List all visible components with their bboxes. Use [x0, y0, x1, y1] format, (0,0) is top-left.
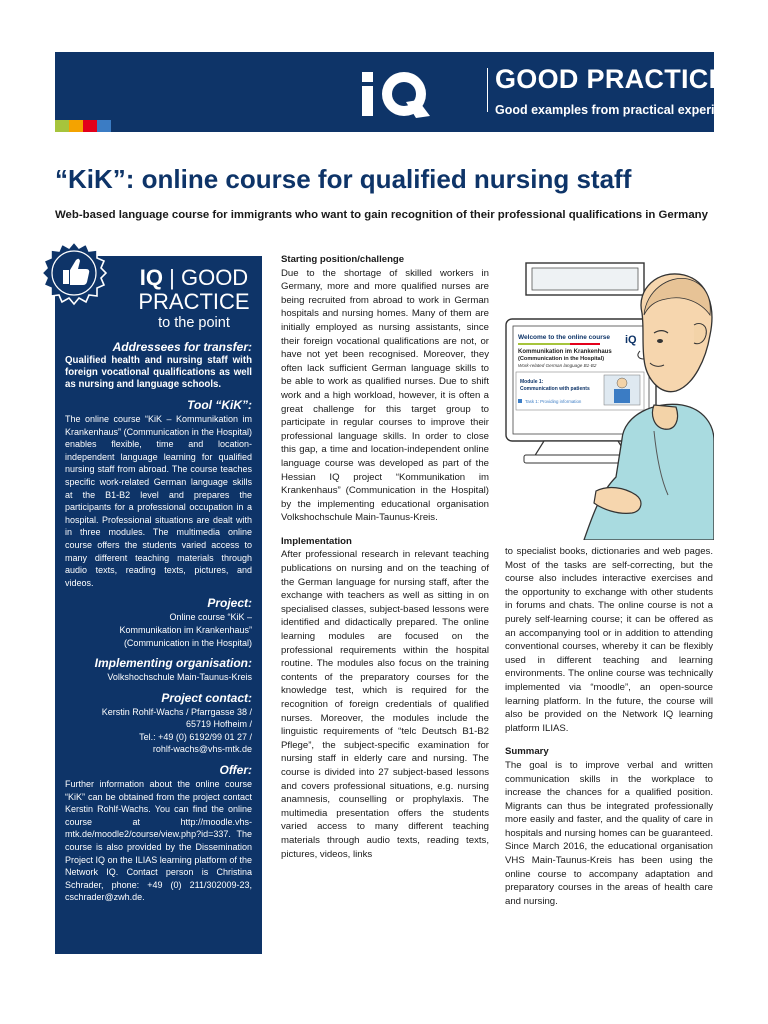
screen-module-name: Communication with patients — [520, 386, 590, 392]
picture-frame — [526, 263, 644, 295]
addressees-heading: Addressees for transfer: — [112, 340, 252, 354]
screen-module: Module 1: — [520, 379, 544, 385]
contact-line-1: Kerstin Rohlf-Wachs / Pfarrgasse 38 / — [101, 706, 252, 717]
logo-practice-text: PRACTICE — [138, 289, 250, 314]
color-stripe-red — [83, 120, 97, 132]
column-middle — [281, 253, 489, 861]
project-line-3: (Communication in the Hospital) — [123, 637, 252, 648]
color-stripe-blue — [97, 120, 111, 132]
heading-starting-position: Starting position/challenge — [281, 254, 405, 265]
offer-heading: Offer: — [219, 763, 252, 778]
screen-stripe — [518, 343, 570, 345]
page-title: “KiK”: online course for qualified nursing staff — [55, 164, 632, 194]
screen-level: Work-related German language B1-B2 — [518, 363, 597, 368]
org-text: Volkshochschule Main-Taunus-Kreis — [107, 672, 252, 683]
text-starting-position: Due to the shortage of skilled workers in Germany, more and more qualified nurses are being recruited from abroad to work in German hospitals and nursing homes. Many of them are initially employed as nursing assistants, since their foreign vocational qualifications are not, or have not yet been recognised. Moreover, they often lack sufficient German language skills to be able to work as qualified nurses. Due to shift work and a high workload, however, it is often a great challenge for this target group to participate in regular courses to improve their professional language skills. In order to close this gap, a time and location-independent online language course was developed as part of the Hessian IQ project “Kommunikation im Krankenhaus” (Communication in the Hospital) by the implementing educational organisation Volkshochschule Main-Taunus-Kreis. — [281, 267, 489, 524]
logo-good-text: | GOOD — [169, 265, 249, 290]
text-summary: The goal is to improve verbal and written communication skills in the workplace to increase the chances for a qualified position. Migrants can thus be integrated professionally more easily and faster, and the quality of care in hospitals and nursing homes can be guaranteed. Since March 2016, the educational organisation VHS Main-Taunus-Kreis has been using the online course to accompany adaptation and preparatory courses in the areas of health care and nursing. — [505, 759, 713, 907]
contact-line-2: 65719 Hofheim / — [185, 719, 252, 730]
logo-iq-text: IQ — [139, 265, 164, 290]
tool-text: The online course “KiK – Kommunikation im Krankenhaus” (Communication in the Hospital) enables flexible, time and location-independent language learning for qualified nursing staff from abroad. The course teaches specific work-related German language skills at the B1-B2 level and prepares the participants for a professional occupation in a hospital. Professional situations are dealt with in three modules. The multimedia online course offers the students varied access to many different teaching materials through audio texts, reading texts, pictures, and videos. — [65, 414, 252, 588]
tool-heading: Tool “KiK”: — [187, 398, 252, 412]
sidebar-content — [65, 340, 252, 904]
text-implementation: After professional research in relevant teaching publications on nursing and on the teaching of the German language for nursing staff, after the exchange with teachers as well as sitting in on specialised classes, subject-based lessons were identified and didactically prepared. The online learning modules are focused on the professional requirements within the hospital routine. The modules also focus on the training contents of the preparatory courses for the knowledge test, which is required for the recognition of foreign credentials of qualified nurses. Moreover, the modules include the linguistic requirements of “telc Deutsch B1-B2 Pflege”, the subject-specific examination for nursing staff in elderly care and nursing. The course is divided into 27 subject-based lessons and covers professional situations, e.g. nursing anamnesis, counselling or prophylaxis. The multimedia presentation offers the students varied access to many different teaching materials through audio texts, reading texts, pictures, videos, links — [281, 549, 489, 860]
page-subtitle: Web-based language course for immigrants who want to gain recognition of their professional qualifications in Germany — [55, 209, 708, 221]
org-heading: Implementing organisation: — [94, 656, 252, 671]
screen-title: Welcome to the online course — [518, 334, 610, 341]
contact-email[interactable]: rohlf-wachs@vhs-mtk.de — [152, 744, 252, 755]
contact-line-3: Tel.: +49 (0) 6192/99 01 27 / — [139, 731, 252, 742]
color-stripe-orange — [69, 120, 83, 132]
sidebar-box — [55, 256, 262, 954]
iq-logo — [360, 66, 478, 120]
illustration-nurse-at-computer — [504, 255, 714, 540]
header-banner — [55, 52, 744, 132]
logo-tagline: to the point — [158, 315, 230, 331]
project-line-2: Kommunikation im Krankenhaus” — [119, 624, 252, 635]
screen-task-icon — [518, 399, 522, 403]
text-continued: to specialist books, dictionaries and web pages. Most of the tasks are self-correcting, but the course also includes interactive exercises and the opportunity to exchange with other students in forums and chats. The online course is not a purely self-learning course; it can be offered as an accompanying tool or in addition to attending conventional courses, whereby it can be flexibly used in different teaching and learning environments. The online course was technically implemented via “moodle”, an open-source learning platform. In the future, the course will also be provided on the Network IQ learning platform ILIAS. — [505, 546, 713, 734]
heading-summary: Summary — [505, 746, 549, 758]
screen-task: Task 1: Providing information — [525, 399, 582, 404]
color-stripe — [55, 120, 111, 132]
thumbs-up-icon — [41, 240, 107, 306]
addressees-text: Qualified health and nursing staff with foreign vocational qualifications as well as nursing and language schools. — [65, 355, 252, 390]
contact-heading: Project contact: — [161, 690, 252, 705]
heading-implementation: Implementation — [281, 535, 352, 547]
banner-divider — [487, 68, 488, 112]
offer-text: Further information about the online course “KiK” can be obtained from the project contact Kerstin Rohlf-Wachs. You can find the online course at http://moodle.vhs-mtk.de/moodle2/course/view.php?id=337. The course is also provided by the Dissemination Project IQ on the ILIAS learning platform of the Network IQ. Contact person is Christina Schrader, phone: +49 (0) 211/302009-23, cschrader@zwh.de. — [65, 779, 252, 903]
screen-course: Kommunikation im Krankenhaus — [518, 349, 612, 355]
screen-course-en: (Communication in the Hospital) — [518, 356, 605, 362]
color-stripe-green — [55, 120, 69, 132]
good-practice-logo — [135, 266, 253, 332]
project-line-1: Online course “KiK – — [169, 612, 252, 623]
banner-title: GOOD PRACTICE — [495, 64, 727, 94]
banner-subtitle: Good examples from practical experience — [495, 103, 744, 117]
project-heading: Project: — [207, 596, 252, 611]
screen-iq-logo: iQ — [625, 334, 637, 346]
column-right — [505, 545, 713, 908]
screen-stripe-red — [570, 343, 600, 345]
